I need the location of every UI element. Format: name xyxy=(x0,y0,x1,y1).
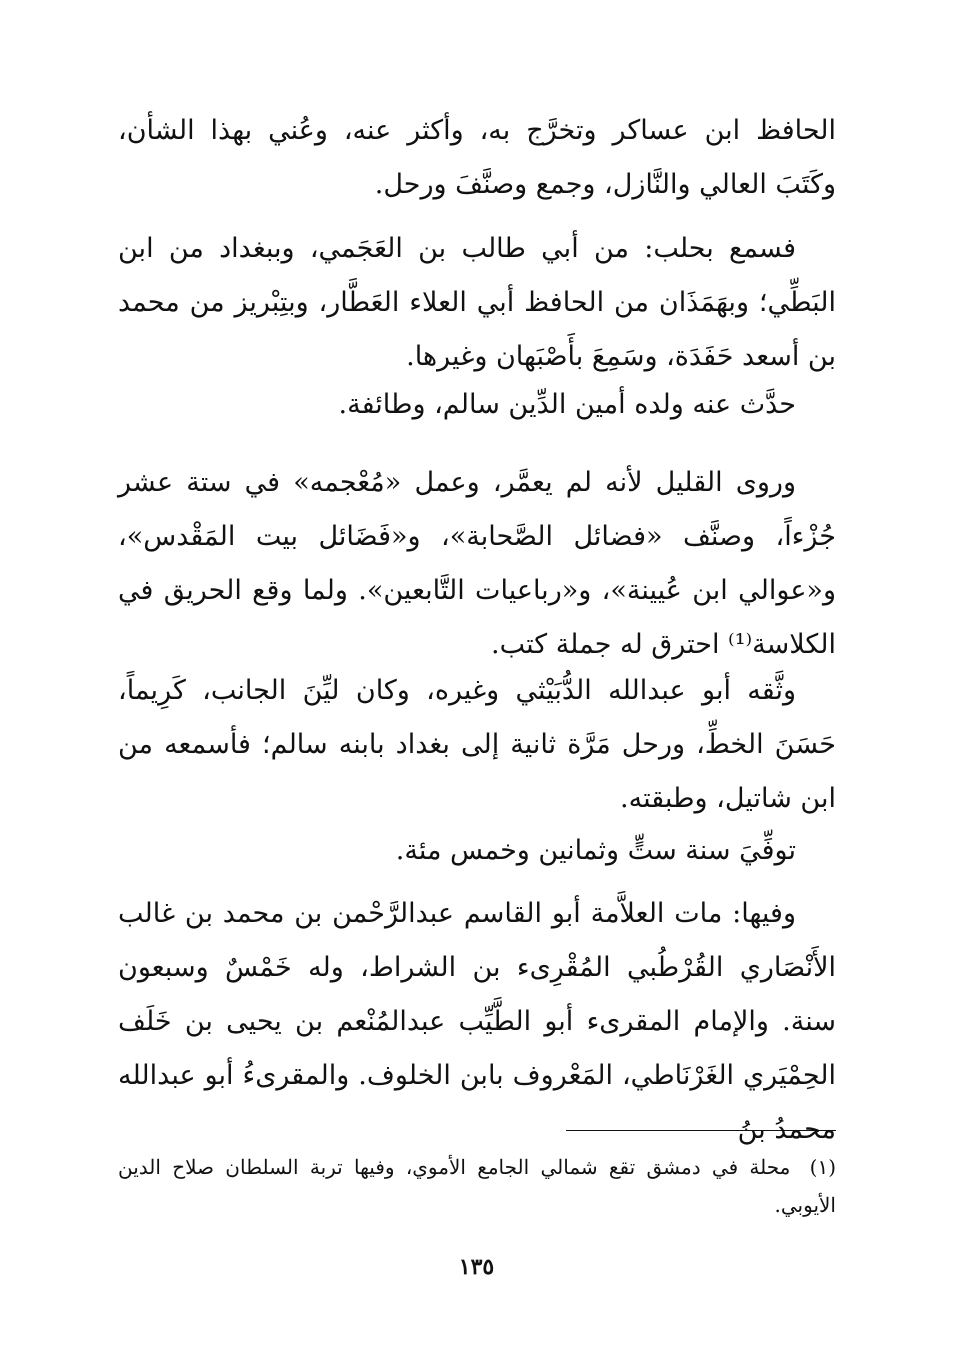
paragraph-ibn-asakir: الحافظ ابن عساكر وتخرَّج به، وأكثر عنه، وعُني بهذا الشأن، وكَتَبَ العالي والنَّازل، وجمع وصنَّفَ ورحل. xyxy=(118,115,836,200)
paragraph-students: حدَّث عنه ولده أمين الدِّين سالم، وطائفة. xyxy=(338,389,796,420)
paragraph-deaths-same-year: وفيها: مات العلاَّمة أبو القاسم عبدالرَّحْمن بن محمد بن غالب الأَنْصَاري القُرْطُبي المُقْرِىء بن الشراط، وله خَمْسٌ وسبعون سنة. والإمام المقرىء أبو الطَّيِّب عبدالمُنْعم بن يحيى بن خَلَف الحِمْيَري الغَرْنَاطي، المَعْروف بابن الخلوف. والمقرىءُ أبو عبدالله محمدُ بنُ xyxy=(118,898,836,1145)
paragraph-teachers: فسمع بحلب: من أبي طالب بن العَجَمي، وببغداد من ابن البَطِّي؛ وبهَمَذَان من الحافظ أبي العلاء العَطَّار، وبتِبْريز من محمد بن أسعد حَفَدَة، وسَمِعَ بأَصْبَهان وغيرها. xyxy=(118,233,836,372)
footnote-divider xyxy=(566,1130,836,1131)
footnote-text: محلة في دمشق تقع شمالي الجامع الأموي، وفيها تربة السلطان صلاح الدين الأيوبي. xyxy=(118,1155,836,1217)
footnote xyxy=(118,1148,836,1224)
footnote-marker: (١) xyxy=(809,1155,836,1179)
paragraph-character: وثَّقه أبو عبدالله الدُّبَيْثي وغيره، وكان ليِّنَ الجانب، كَرِيماً، حَسَنَ الخطِّ، ورحل مَرَّة ثانية إلى بغداد بابنه سالم؛ فأسمعه من ابن شاتيل، وطبقته. xyxy=(118,675,836,814)
paragraph-death: توفِّيَ سنة ستٍّ وثمانين وخمس مئة. xyxy=(395,835,796,866)
page-number: ١٣٥ xyxy=(458,1254,495,1280)
paragraph-works: وروى القليل لأنه لم يعمَّر، وعمل «مُعْجمه» في ستة عشر جُزْءاً، وصنَّف «فضائل الصَّحابة»، و«فَضَائل بيت المَقْدس»، و«عوالي ابن عُيينة»، و«رباعيات التَّابعين». ولما وقع الحريق في الكلاسة⁽¹⁾ احترق له جملة كتب. xyxy=(118,467,836,660)
